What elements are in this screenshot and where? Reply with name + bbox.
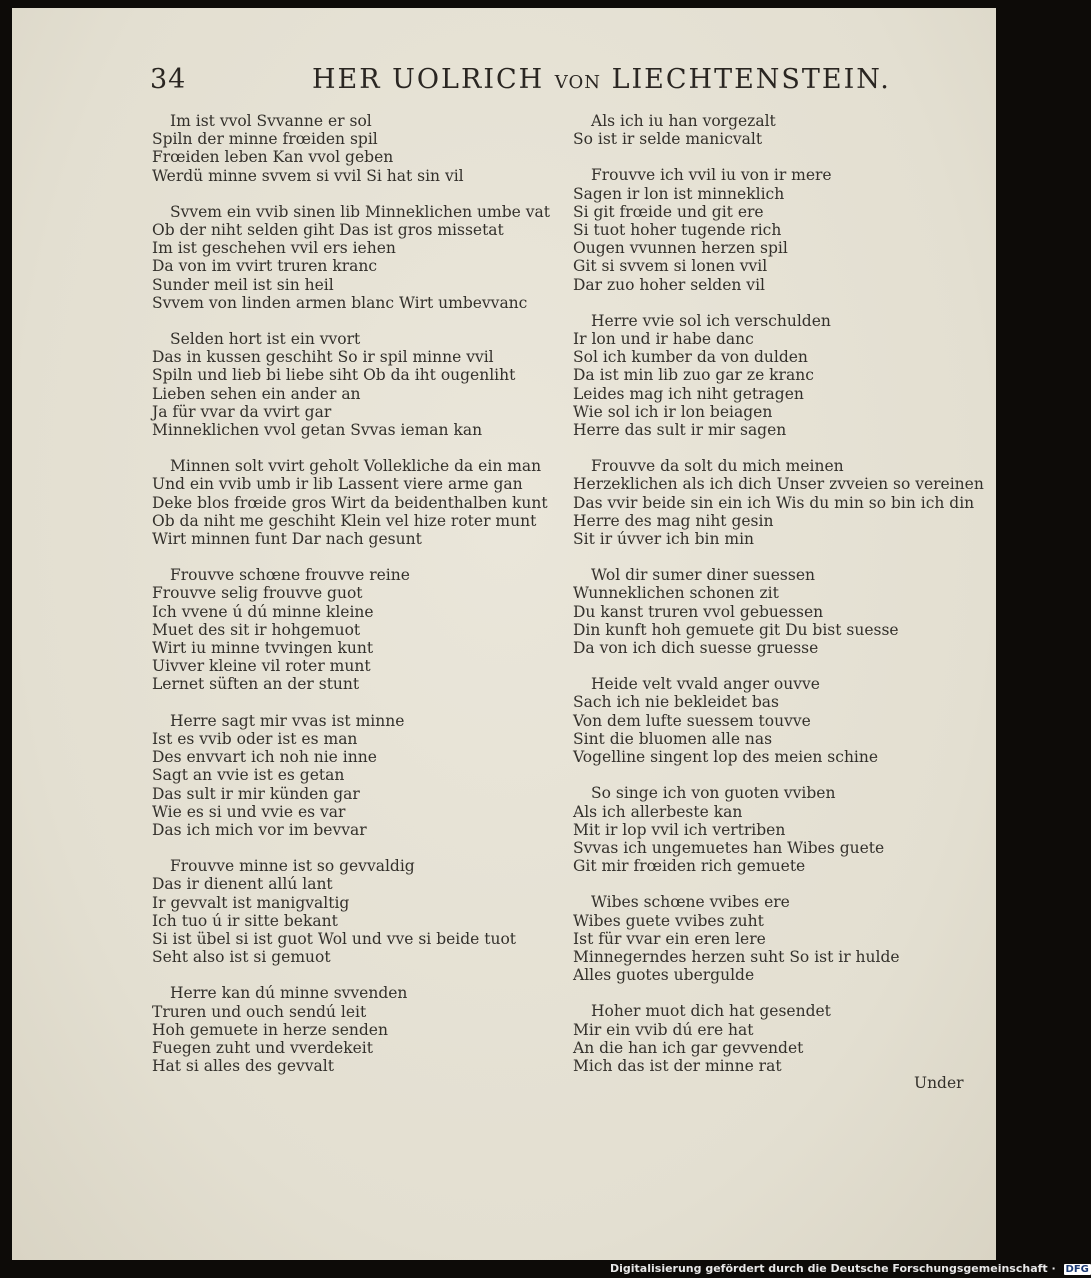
stanza	[573, 166, 984, 293]
verse-line: Muet des sit ir hohgemuot	[152, 620, 361, 639]
running-title-small: VON	[554, 72, 601, 93]
verse-line: Das vvir beide sin ein ich Wis du min so bin ich din	[573, 493, 975, 512]
verse-line: Spiln und lieb bi liebe siht Ob da iht ougenliht	[152, 366, 516, 385]
verse-line: Sagen ir lon ist minneklich	[573, 184, 785, 203]
verse-line: Frouvve minne ist so gevvaldig	[170, 857, 415, 876]
verse-line: Sach ich nie bekleidet bas	[573, 693, 779, 712]
verse-line: Das sult ir mir künden gar	[152, 784, 360, 803]
verse-line: Minnen solt vvirt geholt Vollekliche da ein man	[170, 457, 542, 476]
verse-line: Spiln der minne frœiden spil	[152, 130, 378, 149]
verse-line: Mir ein vvib dú ere hat	[573, 1020, 754, 1039]
verse-line: Ist es vvib oder ist es man	[152, 729, 358, 748]
verse-line: Truren und ouch sendú leit	[152, 1002, 367, 1021]
verse-line: Wibes schœne vvibes ere	[591, 893, 790, 912]
verse-line: Fuegen zuht und vverdekeit	[152, 1038, 373, 1057]
verse-line: Sagt an vvie ist es getan	[152, 766, 345, 785]
verse-line: Si tuot hoher tugende rich	[573, 221, 782, 240]
stanza	[573, 784, 984, 875]
verse-line: Da ist min lib zuo gar ze kranc	[573, 366, 814, 385]
verse-line: Si git frœide und git ere	[573, 202, 764, 221]
right-column	[573, 112, 984, 1093]
running-title	[312, 64, 891, 95]
verse-line: Wirt iu minne tvvingen kunt	[152, 639, 374, 658]
stanza	[152, 457, 550, 548]
verse-line: Frouvve schœne frouvve reine	[170, 566, 410, 585]
verse-line: Heide velt vvald anger ouvve	[591, 675, 820, 694]
stanza	[152, 984, 550, 1075]
page-header	[150, 64, 970, 104]
verse-line: Und ein vvib umb ir lib Lassent viere arme gan	[152, 475, 523, 494]
verse-line: Herre vvie sol ich verschulden	[591, 311, 831, 330]
verse-line: Da von ich dich suesse gruesse	[573, 639, 819, 658]
stanza	[152, 712, 550, 839]
verse-line: So singe ich von guoten vviben	[591, 784, 836, 803]
verse-line: Ob der niht selden giht Das ist gros missetat	[152, 221, 504, 240]
verse-line: Sit ir úvver ich bin min	[573, 530, 755, 549]
stanza	[573, 312, 984, 439]
book-page	[12, 8, 996, 1260]
stanza	[573, 112, 984, 148]
left-column	[152, 112, 550, 1093]
stanza	[152, 330, 550, 439]
verse-line: Selden hort ist ein vvort	[170, 330, 361, 349]
page-number: 34	[150, 64, 187, 95]
verse-line: Herre kan dú minne svvenden	[170, 984, 408, 1003]
verse-line: Leides mag ich niht getragen	[573, 384, 804, 403]
verse-line: Git mir frœiden rich gemuete	[573, 857, 806, 876]
verse-line: Ja für vvar da vvirt gar	[152, 402, 332, 421]
verse-line: Mit ir lop vvil ich vertriben	[573, 820, 786, 839]
verse-line: Sol ich kumber da von dulden	[573, 348, 808, 367]
verse-line: Frouvve ich vvil iu von ir mere	[591, 166, 832, 185]
verse-line: Si ist übel si ist guot Wol und vve si beide tuot	[152, 929, 517, 948]
verse-line: Mich das ist der minne rat	[573, 1056, 782, 1075]
verse-line: Werdü minne svvem si vvil Si hat sin vil	[152, 166, 464, 185]
verse-line: Git si svvem si lonen vvil	[573, 257, 768, 276]
stanza	[573, 893, 984, 984]
dfg-logo: DFG	[1065, 1264, 1089, 1275]
verse-line: Wunneklichen schonen zit	[573, 584, 779, 603]
verse-line: Frouvve selig frouvve guot	[152, 584, 363, 603]
verse-line: Herre sagt mir vvas ist minne	[170, 711, 405, 730]
verse-line: Ir lon und ir habe danc	[573, 330, 754, 349]
verse-line: Wirt minnen funt Dar nach gesunt	[152, 530, 422, 549]
stanza	[573, 457, 984, 548]
verse-line: Als ich iu han vorgezalt	[591, 112, 776, 130]
verse-line: Svvem ein vvib sinen lib Minneklichen umbe vat	[170, 202, 550, 221]
verse-line: Deke blos frœide gros Wirt da beidenthalben kunt	[152, 493, 548, 512]
verse-line: Hat si alles des gevvalt	[152, 1057, 334, 1076]
running-title-part2: LIECHTENSTEIN.	[600, 64, 891, 95]
verse-line: Uivver kleine vil roter munt	[152, 657, 371, 676]
verse-line: Svvas ich ungemuetes han Wibes guete	[573, 838, 885, 857]
verse-line: Ist für vvar ein eren lere	[573, 929, 766, 948]
verse-line: Des envvart ich noh nie inne	[152, 748, 377, 767]
footer-text: Digitalisierung gefördert durch die Deutsche Forschungsgemeinschaft	[610, 1262, 1048, 1275]
verse-line: Ir gevvalt ist manigvaltig	[152, 893, 350, 912]
verse-line: Minneklichen vvol getan Svvas ieman kan	[152, 421, 483, 440]
verse-line: Sunder meil ist sin heil	[152, 275, 334, 294]
verse-line: Minnegerndes herzen suht So ist ir hulde	[573, 947, 900, 966]
verse-line: Wibes guete vvibes zuht	[573, 911, 764, 930]
verse-line: Ob da niht me geschiht Klein vel hize roter munt	[152, 511, 537, 530]
verse-line: Das ir dienent allú lant	[152, 875, 333, 894]
verse-line: Hoher muot dich hat gesendet	[591, 1002, 831, 1021]
verse-line: Vogelline singent lop des meien schine	[573, 748, 879, 767]
verse-line: Herre des mag niht gesin	[573, 511, 774, 530]
verse-line: Wol dir sumer diner suessen	[591, 566, 816, 585]
verse-line: Frouvve da solt du mich meinen	[591, 457, 844, 476]
verse-line: Da von im vvirt truren kranc	[152, 257, 378, 276]
verse-line: Hoh gemuete in herze senden	[152, 1020, 388, 1039]
verse-line: Das in kussen geschiht So ir spil minne vvil	[152, 348, 494, 367]
verse-line: Als ich allerbeste kan	[573, 802, 743, 821]
verse-line: Wie es si und vvie es var	[152, 802, 346, 821]
stanza	[152, 566, 550, 693]
verse-line: Alles guotes ubergulde	[573, 966, 755, 985]
verse-line: Wie sol ich ir lon beiagen	[573, 402, 773, 421]
verse-line: Din kunft hoh gemuete git Du bist suesse	[573, 620, 899, 639]
verse-line: Ich vvene ú dú minne kleine	[152, 602, 374, 621]
verse-line: Frœiden leben Kan vvol geben	[152, 148, 394, 167]
verse-line: Von dem lufte suessem touvve	[573, 711, 811, 730]
verse-line: Seht also ist si gemuot	[152, 948, 331, 967]
stanza	[573, 1002, 984, 1075]
verse-line: Im ist vvol Svvanne er sol	[170, 112, 372, 130]
verse-line: Herzeklichen als ich dich Unser zvveien so vereinen	[573, 475, 984, 494]
verse-line: Das ich mich vor im bevvar	[152, 820, 367, 839]
catchword: Under	[914, 1074, 964, 1092]
verse-line: Lernet süften an der stunt	[152, 675, 360, 694]
stanza	[152, 203, 550, 312]
verse-line: Im ist geschehen vvil ers iehen	[152, 239, 396, 258]
verse-line: So ist ir selde manicvalt	[573, 130, 763, 149]
running-title-part1: HER UOLRICH	[312, 64, 555, 95]
verse-line: Lieben sehen ein ander an	[152, 384, 361, 403]
verse-line: Herre das sult ir mir sagen	[573, 421, 787, 440]
verse-line: Ougen vvunnen herzen spil	[573, 239, 788, 258]
stanza	[573, 566, 984, 657]
stanza	[573, 675, 984, 766]
stanza	[152, 857, 550, 966]
verse-line: Dar zuo hoher selden vil	[573, 275, 765, 294]
verse-line: Sint die bluomen alle nas	[573, 729, 773, 748]
verse-line: Svvem von linden armen blanc Wirt umbevvanc	[152, 293, 528, 312]
verse-line: An die han ich gar gevvendet	[573, 1038, 804, 1057]
verse-line: Ich tuo ú ir sitte bekant	[152, 911, 338, 930]
digitization-footer: Digitalisierung gefördert durch die Deutsche Forschungsgemeinschaft · DFG	[610, 1262, 1089, 1275]
stanza	[152, 112, 550, 185]
verse-line: Du kanst truren vvol gebuessen	[573, 602, 824, 621]
